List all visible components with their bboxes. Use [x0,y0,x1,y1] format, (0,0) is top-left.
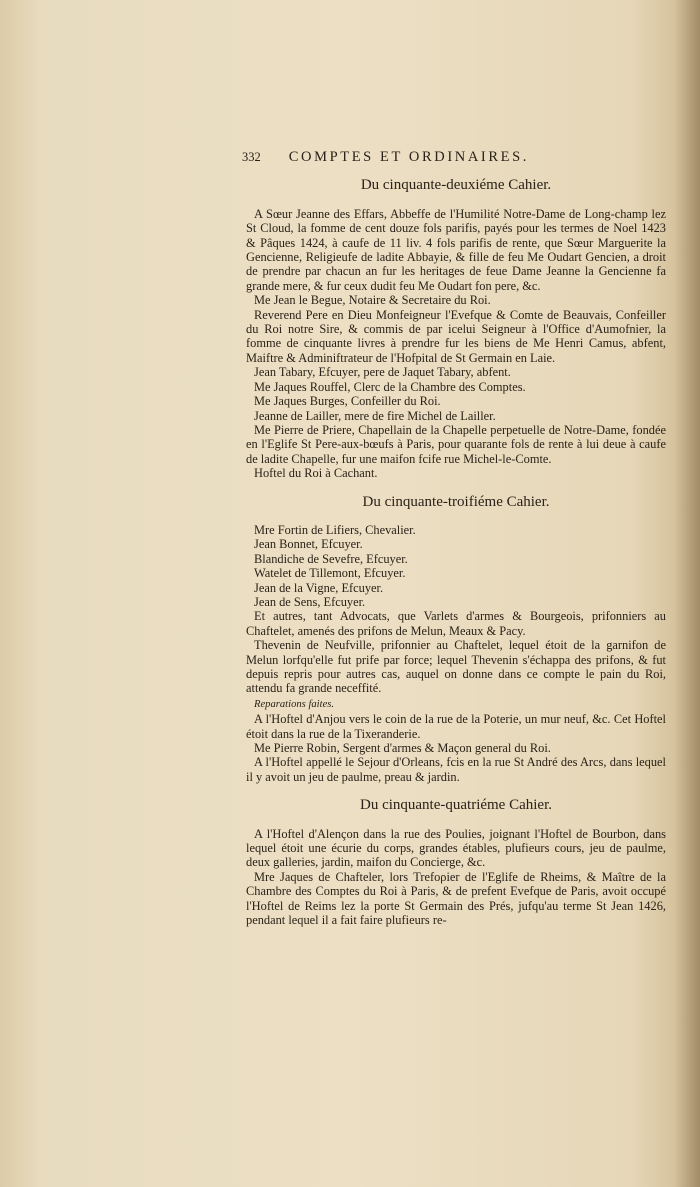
entry-line: Jeanne de Lailler, mere de fire Michel de Lailler. [254,408,496,423]
text-block [242,149,666,928]
entry-line: Me Pierre Robin, Sergent d'armes & Maçon general du Roi. [254,741,551,756]
entry-paragraph: A l'Hoftel d'Alençon dans la rue des Poulies, joignant l'Hoftel de Bourbon, dans lequel étoit une écurie du corps, grandes étables, plufieurs cours, jeu de paulme, deux galleries, jardin, maifon du Concierge, &c. [246,826,666,870]
section-title-54: Du cinquante-quatriéme Cahier. [359,797,552,814]
entry-line: Me Jaques Burges, Confeiller du Roi. [254,394,441,409]
entry-paragraph: A l'Hoftel d'Anjou vers le coin de la rue de la Poterie, un mur neuf, &c. Cet Hoftel étoit dans la rue de la Tixeranderie. [246,712,666,741]
entry-line: Watelet de Tillemont, Efcuyer. [254,566,406,581]
entry-paragraph: Mre Jaques de Chafteler, lors Trefορier de l'Eglife de Rheims, & Maître de la Chambre des Comptes du Roi à Paris, & de prefent Evefque de Paris, avoit occupé l'Hoftel de Reims lez la porte St Germain des Prés, jufqu'au terme St Jean 1426, pendant lequel il a fait faire plufieurs re- [246,869,666,928]
running-head [242,150,666,164]
entry-line: Hoftel du Roi à Cachant. [254,466,378,481]
entry-paragraph: A Sœur Jeanne des Effars, Abbeffe de l'Humilité Notre-Dame de Long-champ lez St Cloud, la fomme de cent douze fols parifis, payés pour les termes de Noel 1423 & Pâques 1424, à caufe de 11 liv. 4 fols parifis de rente, que Sœur Marguerite la Gencienne, Religieufe de ladite Abbayie, & fille de feu Me Oudart Gencien, a droit de prendre par chacun an fur les heritages de feue Dame Jeanne la Gencienne fa grande mere, & fur ceux dudit feu Me Oudart fon pere, &c. [246,206,666,293]
entry-line: Jean de Sens, Efcuyer. [254,594,366,609]
entry-line: Me Jaques Rouffel, Clerc de la Chambre des Comptes. [254,379,526,394]
running-title: COMPTES ET ORDINAIRES. [288,149,529,165]
entry-paragraph: Me Pierre de Priere, Chapellain de la Chapelle perpetuelle de Notre-Dame, fondée en l'Eglife St Pere-aux-bœufs à Paris, pour quarante fols de rente à lui deue à caufe de ladite Chapelle, fur une maifon fcife rue Michel-le-Comte. [246,422,666,466]
spine-shadow [674,0,700,1187]
entry-line: Blandiche de Sevefre, Efcuyer. [254,551,408,566]
entry-paragraph: Reverend Pere en Dieu Monfeigneur l'Evefque & Comte de Beauvais, Confeiller du Roi notre Sire, & commis de par icelui Seigneur à l'Office d'Aumofnier, la fomme de cinquante livres à prendre fur les biens de Me Henri Camus, abfent, Maiftre & Adminiftrateur de l'Hofpital de St Germain en Laie. [246,307,666,365]
page-number: 332 [242,150,261,164]
entry-line: Me Jean le Begue, Notaire & Secretaire du Roi. [254,293,491,308]
entry-line: Mre Fortin de Lifiers, Chevalier. [254,522,416,537]
entry-paragraph: Et autres, tant Advocats, que Varlets d'armes & Bourgeois, prifonniers au Chaftelet, amenés des prifons de Melun, Meaux & Pacy. [246,609,666,638]
subheading-reparations: Reparations faites. [254,698,335,710]
entry-line: Jean de la Vigne, Efcuyer. [254,580,384,595]
entry-paragraph: A l'Hoftel appellé le Sejour d'Orleans, fcis en la rue St André des Arcs, dans lequel il y avoit un jeu de paulme, preau & jardin. [246,755,666,784]
entry-line: Jean Tabary, Efcuyer, pere de Jaquet Tabary, abfent. [254,365,511,380]
section-title-52: Du cinquante-deuxiéme Cahier. [360,177,552,194]
section-title-53: Du cinquante-troifiéme Cahier. [362,493,550,510]
entry-paragraph: Thevenin de Neufville, prifonnier au Chaftelet, lequel étoit de la garnifon de Melun lorfqu'elle fut prife par force; lequel Thevenin s'échappa des prifons, & fut depuis repris pour autres cas, auquel on donne dans ce compte le pain du Roi, attendu fa grande neceffité. [246,638,666,696]
entry-line: Jean Bonnet, Efcuyer. [254,537,363,552]
